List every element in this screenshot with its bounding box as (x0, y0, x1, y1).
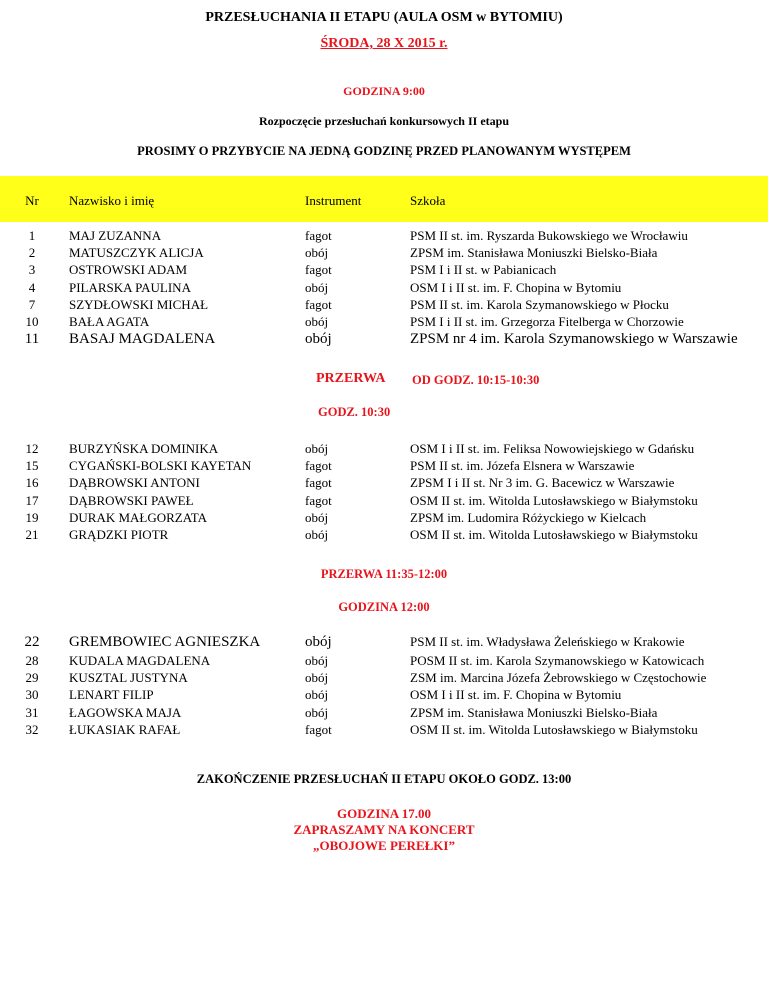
table-cell-nr: 4 (28, 279, 36, 295)
start-note: Rozpoczęcie przesłuchań konkursowych II etapu (258, 114, 509, 128)
table-cell-nr: 1 (28, 228, 36, 243)
table-cell-school: ZSM im. Marcina Józefa Żebrowskiego w Częstochowie (410, 670, 707, 686)
table-cell-school: ZPSM im. Stanisława Moniuszki Bielsko-Biała (410, 245, 658, 261)
concert-block (0, 806, 768, 854)
concert-name: „OBOJOWE PEREŁKI” (313, 838, 455, 853)
break-1-time: OD GODZ. 10:15-10:30 (412, 373, 540, 387)
table-cell-nr: 7 (28, 296, 36, 312)
table-cell-school: ZPSM im. Stanisława Moniuszki Bielsko-Biała (410, 704, 658, 720)
table-cell-name: MATUSZCZYK ALICJA (69, 245, 204, 261)
group-2-nr-column (17, 440, 47, 543)
table-cell-nr: 16 (25, 475, 39, 491)
table-cell-name: KUSZTAL JUSTYNA (69, 670, 188, 686)
table-cell-school: OSM II st. im. Witolda Lutosławskiego w Białymstoku (410, 527, 698, 543)
concert-time: GODZINA 17.00 (337, 806, 431, 821)
column-header-school: Szkoła (410, 193, 446, 208)
column-header-name: Nazwisko i imię (69, 193, 155, 208)
table-cell-nr: 31 (25, 704, 39, 720)
table-cell-nr: 3 (28, 262, 36, 278)
break-1-label: PRZERWA (316, 371, 386, 386)
table-cell-school: PSM II st. im. Karola Szymanowskiego w Płocku (410, 296, 669, 312)
table-cell-school: OSM I i II st. im. F. Chopina w Bytomiu (410, 279, 622, 295)
break-2: PRZERWA 11:35-12:00 (320, 567, 448, 581)
group-1-name-column (69, 227, 215, 349)
table-cell-instrument: obój (305, 245, 329, 261)
table-cell-name: DĄBROWSKI ANTONI (69, 475, 200, 491)
session-date: ŚRODA, 28 X 2015 r. (320, 36, 448, 51)
group-3-school-column (410, 632, 706, 738)
table-cell-school: ZPSM im. Ludomira Różyckiego w Kielcach (410, 509, 647, 525)
group-3-instrument-column (305, 632, 332, 738)
group-1-school-column (410, 227, 738, 349)
table-cell-name: LENART FILIP (69, 687, 154, 703)
table-cell-school: PSM II st. im. Józefa Elsnera w Warszawie (410, 458, 635, 474)
table-cell-name: GRĄDZKI PIOTR (69, 527, 169, 543)
table-cell-instrument: obój (305, 279, 329, 295)
table-cell-name: GREMBOWIEC AGNIESZKA (69, 634, 261, 650)
table-cell-name: SZYDŁOWSKI MICHAŁ (69, 296, 209, 312)
table-cell-name: OSTROWSKI ADAM (69, 262, 188, 278)
time-slot-3: GODZINA 12:00 (338, 600, 430, 614)
table-cell-instrument: fagot (305, 492, 332, 508)
group-3-nr-column (17, 632, 47, 738)
table-cell-instrument: fagot (305, 262, 332, 278)
table-cell-school: ZPSM nr 4 im. Karola Szymanowskiego w Warszawie (410, 331, 738, 348)
table-cell-nr: 10 (25, 314, 39, 330)
table-cell-nr: 29 (25, 670, 39, 686)
table-cell-name: CYGAŃSKI-BOLSKI KAYETAN (69, 458, 252, 474)
table-cell-name: ŁAGOWSKA MAJA (69, 704, 182, 720)
table-cell-school: OSM II st. im. Witolda Lutosławskiego w Białymstoku (410, 492, 698, 508)
group-2-school-column (410, 440, 698, 543)
table-cell-school: PSM I i II st. w Pabianicach (410, 262, 557, 278)
start-time: GODZINA 9:00 (343, 84, 425, 98)
table-cell-nr: 17 (25, 492, 39, 508)
arrival-request: PROSIMY O PRZYBYCIE NA JEDNĄ GODZINĘ PRZED PLANOWANYM WYSTĘPEM (137, 144, 631, 158)
table-cell-name: DĄBROWSKI PAWEŁ (69, 492, 194, 508)
table-cell-instrument: obój (305, 634, 332, 650)
end-note: ZAKOŃCZENIE PRZESŁUCHAŃ II ETAPU OKOŁO GODZ. 13:00 (196, 772, 572, 786)
table-cell-school: POSM II st. im. Karola Szymanowskiego w Katowicach (410, 653, 705, 668)
column-header-instrument: Instrument (305, 193, 362, 208)
time-slot-2: GODZ. 10:30 (318, 405, 391, 419)
table-cell-instrument: obój (305, 509, 329, 525)
table-cell-name: ŁUKASIAK RAFAŁ (69, 721, 181, 737)
table-cell-instrument: fagot (305, 458, 332, 474)
table-cell-instrument: obój (305, 527, 329, 543)
table-cell-school: PSM II st. im. Ryszarda Bukowskiego we Wrocławiu (410, 228, 688, 243)
group-1-instrument-column (305, 227, 332, 349)
table-cell-instrument: obój (305, 653, 329, 668)
table-cell-instrument: obój (305, 441, 329, 456)
table-cell-school: PSM II st. im. Władysława Żeleńskiego w Krakowie (410, 634, 685, 649)
table-cell-instrument: obój (305, 687, 329, 703)
table-cell-instrument: fagot (305, 228, 332, 243)
column-header-nr: Nr (25, 193, 39, 208)
table-cell-name: DURAK MAŁGORZATA (69, 509, 207, 525)
group-3-name-column (69, 632, 260, 738)
table-cell-nr: 2 (28, 245, 36, 261)
table-cell-school: OSM I i II st. im. F. Chopina w Bytomiu (410, 687, 622, 703)
table-cell-school: OSM II st. im. Witolda Lutosławskiego w Białymstoku (410, 721, 698, 737)
table-cell-instrument: obój (305, 331, 332, 348)
table-cell-name: BAŁA AGATA (69, 314, 150, 330)
table-cell-school: OSM I i II st. im. Feliksa Nowowiejskiego w Gdańsku (410, 441, 695, 456)
table-cell-nr: 32 (25, 721, 39, 737)
table-cell-instrument: fagot (305, 475, 332, 491)
table-cell-name: KUDALA MAGDALENA (69, 653, 211, 668)
table-cell-nr: 15 (25, 458, 39, 474)
table-cell-name: BASAJ MAGDALENA (69, 331, 216, 348)
group-2-instrument-column (305, 440, 332, 543)
table-cell-instrument: obój (305, 314, 329, 330)
table-cell-nr: 19 (25, 509, 39, 525)
concert-invite: ZAPRASZAMY NA KONCERT (293, 822, 475, 837)
table-cell-instrument: obój (305, 670, 329, 686)
table-cell-nr: 30 (25, 687, 39, 703)
group-2-name-column (69, 440, 251, 543)
table-cell-school: PSM I i II st. im. Grzegorza Fitelberga w Chorzowie (410, 314, 684, 330)
table-cell-nr: 12 (25, 441, 39, 456)
table-cell-school: ZPSM I i II st. Nr 3 im. G. Bacewicz w Warszawie (410, 475, 675, 491)
table-cell-nr: 22 (24, 634, 40, 650)
table-cell-name: MAJ ZUZANNA (69, 228, 162, 243)
table-cell-nr: 21 (25, 527, 39, 543)
table-cell-instrument: obój (305, 704, 329, 720)
group-1-nr-column (17, 227, 47, 349)
table-cell-instrument: fagot (305, 296, 332, 312)
page-title: PRZESŁUCHANIA II ETAPU (AULA OSM w BYTOMIU) (205, 10, 563, 25)
table-cell-name: BURZYŃSKA DOMINIKA (69, 441, 219, 456)
table-cell-instrument: fagot (305, 721, 332, 737)
table-cell-nr: 28 (25, 653, 39, 668)
table-cell-nr: 11 (24, 331, 40, 348)
table-cell-name: PILARSKA PAULINA (69, 279, 191, 295)
